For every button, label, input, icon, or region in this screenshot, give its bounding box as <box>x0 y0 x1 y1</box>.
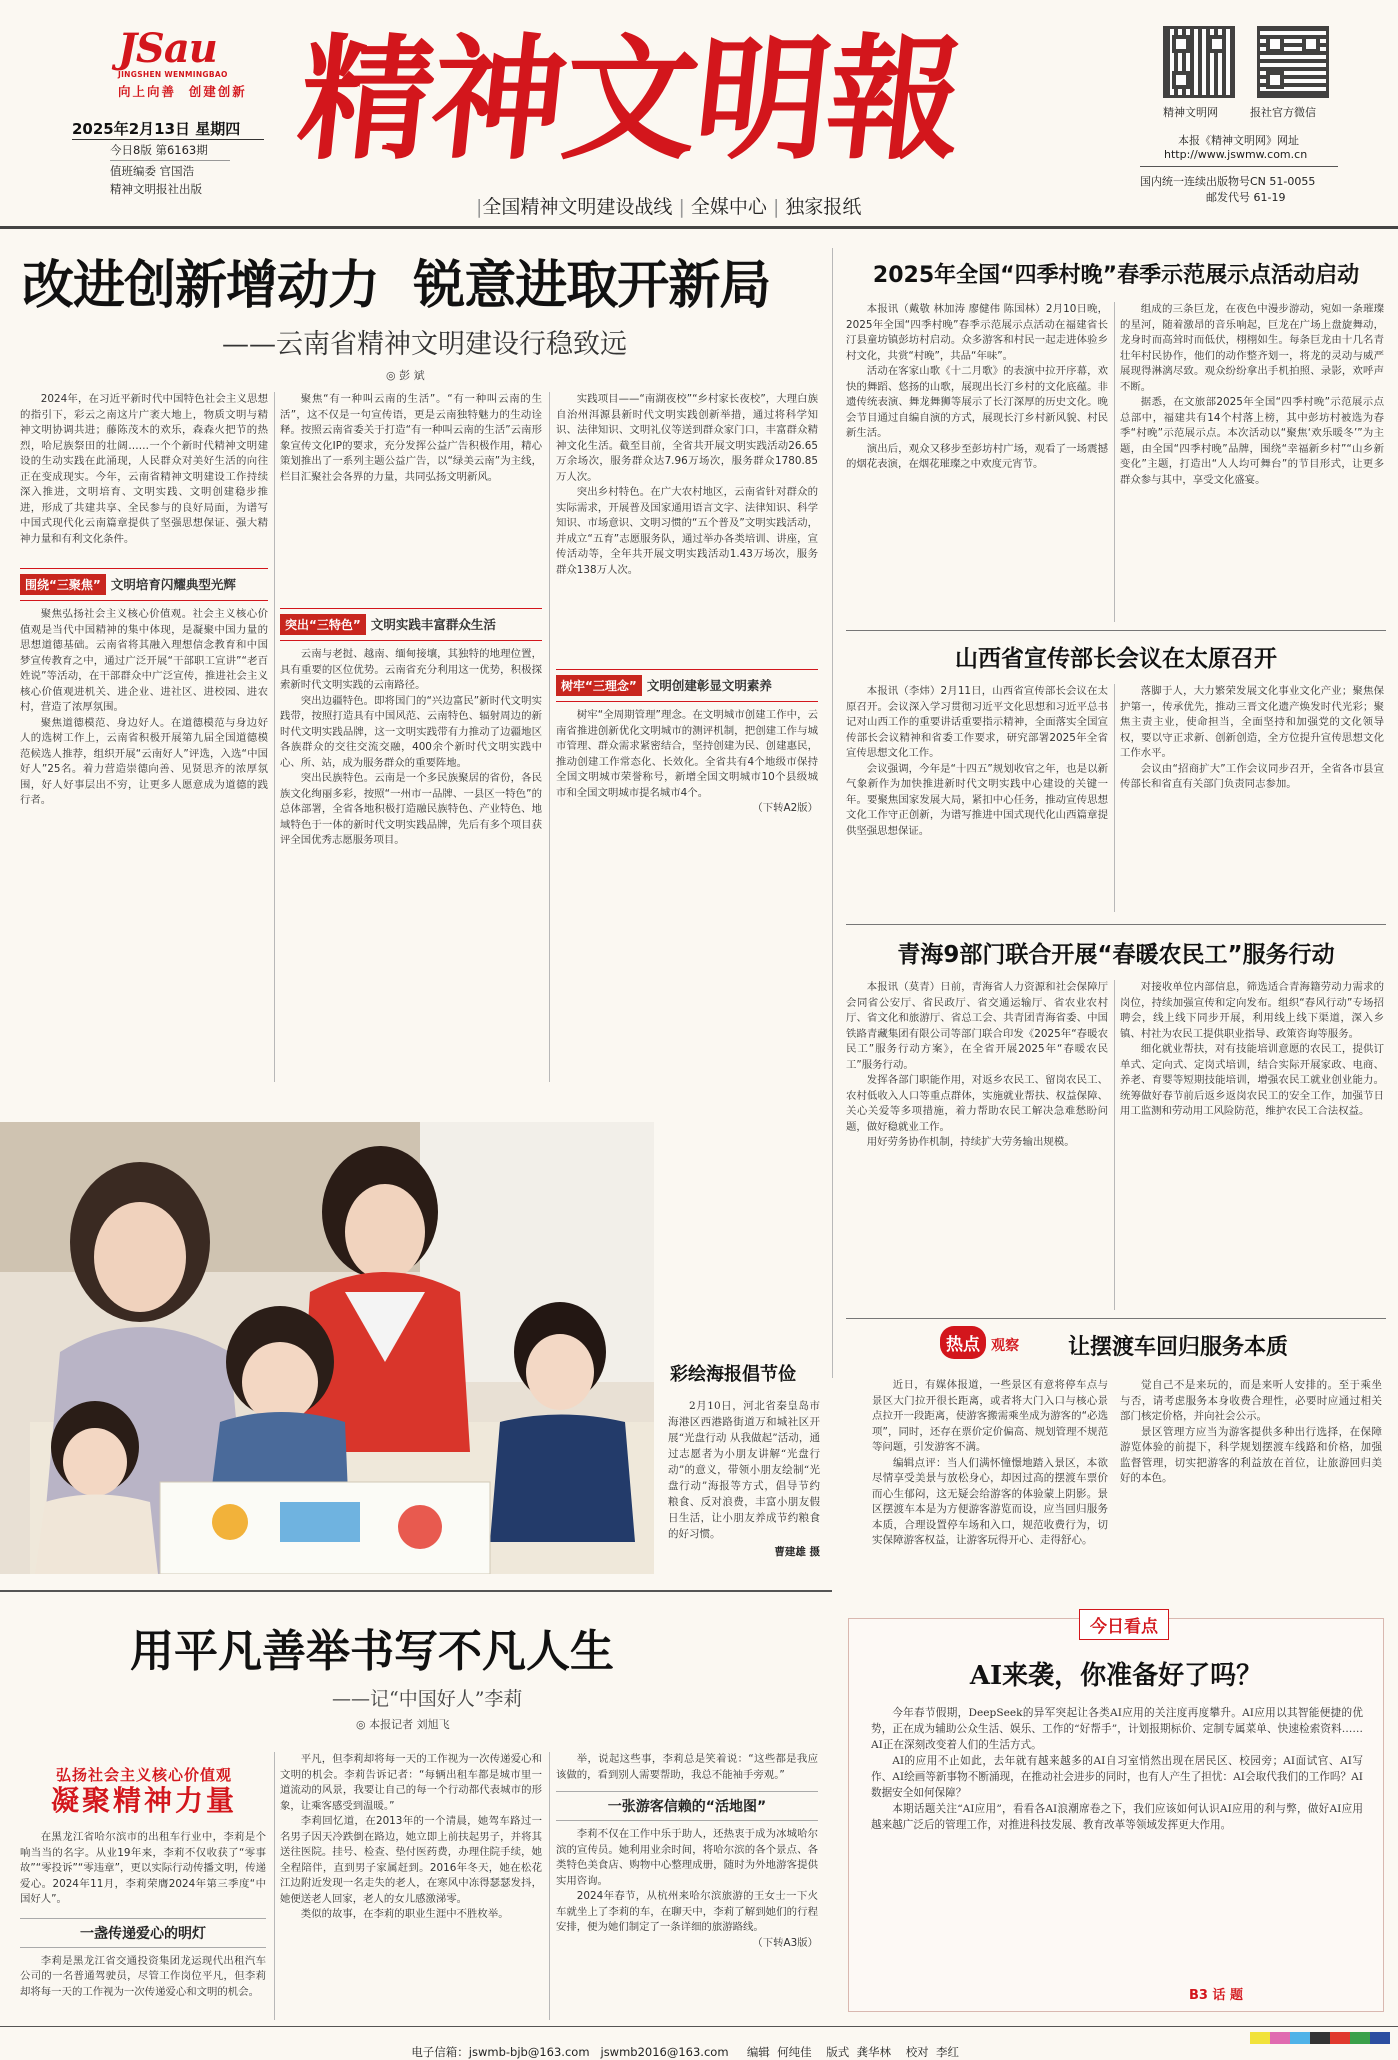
r3-headline: 青海9部门联合开展“春暖农民工”服务行动 <box>897 942 1335 968</box>
haoren-col-3 <box>556 1752 818 2020</box>
lead-headline: 改进创新增动力 锐意进取开新局 <box>22 256 771 316</box>
photo-caption: 2月10日，河北省秦皇岛市海港区西港路街道万和城社区开展“光盘行动 从我做起”活动，通过志愿者为小朋友讲解“光盘行动”的意义，带领小朋友绘制“光盘行动”海报等方式，倡导节约粮食、反对浪费，丰富小朋友假日生活，让小朋友养成节约粮食的好习惯。 曹建雄 摄 <box>668 1400 820 1558</box>
r2-col-2: 落脚于人，大力繁荣发展文化事业文化产业；聚焦保护第一，传承优先，推动三晋文化遗产焕发时代光彩；聚焦主责主业，使命担当，全面坚持和加强党的文化领导权，要以守正求新、创新创造，全方位提升宣传思想文化工作水平。 会议由“招商扩大”工作会议同步召开，全省各市县宣传部长和省直有关部门负责同志参加。 <box>1120 685 1384 790</box>
children-drawing-photo <box>0 1122 654 1574</box>
paragraph: 举，说起这些事，李莉总是笑着说：“这些都是我应该做的，看到别人需要帮助，我总不能袖手旁观。” <box>556 1753 818 1781</box>
paragraph: 李莉不仅在工作中乐于助人，还热衷于成为冰城哈尔滨的宣传员。她利用业余时间，将哈尔滨的各个景点、各类特色美食店、购物中心整理成册，随时为外地游客提供实用咨询。 <box>556 1828 818 1887</box>
paragraph: 李莉是黑龙江省交通投资集团龙运现代出租汽车公司的一名普通驾驶员，尽管工作岗位平凡，但李莉却将每一天的工作视为一次传递爱心和文明的机会。 <box>20 1954 266 1998</box>
qr-code-website[interactable] <box>1163 26 1235 98</box>
lead-byline: ◎ 彭 斌 <box>386 369 425 382</box>
issue-date: 2025年2月13日 星期四 <box>72 120 241 138</box>
footer-layout: 版式 龚华林 <box>826 2045 892 2059</box>
r4-headline: 让摆渡车回归服务本质 <box>1068 1335 1289 1360</box>
sub-heading: 一盏传递爱心的明灯 <box>20 1918 266 1948</box>
photo-credit: 曹建雄 摄 <box>774 1546 820 1558</box>
paragraph: 突出乡村特色。在广大农村地区，云南省针对群众的实际需求，开展普及国家通用语言文字、法律知识、科学知识、市场意识、文明习惯的“五个普及”文明实践活动，并成立“五育”志愿服务队，通过举办各类培训、讲座，宣传活动等，全年共开展文明实践活动1.43万场次，服务群众138万人次。 <box>556 486 818 576</box>
paragraph: 突出边疆特色。即将国门的“兴边富民”新时代文明实践带，按照打造具有中国风范、云南特色、辐射周边的新时代文明实践品牌，这一文明实践带有力推动了边疆地区各族群众的交往交流交融，400余个新时代文明实践中心、所、站，成为服务群众的重要阵地。 <box>280 694 542 769</box>
paragraph: 树牢“全周期管理”理念。在文明城市创建工作中，云南省推进创新优化文明城市的测评机制，把创建工作与城市管理、群众需求紧密结合，坚持创建为民、创建惠民，推动创建工作常态化、长效化。全省共有4个地级市保持全国文明城市荣誉称号，新增全国文明城市10个县级城市和全国文明城市提名城市4个。 <box>556 709 818 799</box>
r5-body: 今年春节假期，DeepSeek的异军突起让各类AI应用的关注度再度攀升。AI应用以其智能便捷的优势，正在成为辅助公众生活、娱乐、工作的“好帮手”，计划报期标价、定制专属菜单、快速检索资料……AI正在深刻改变着人们的生活方式。 AI的应用不止如此，去年就有越来越多的AI自习室悄然出现在居民区、校园旁；AI面试官、AI写作、AI绘画等新事物不断涌现，在推动社会进步的同时，也有人产生了担忧：AI会取代我们的工作吗？AI数据安全如何保障？ 本期话题关注“AI应用”，看看各AI浪潮席卷之下，我们应该如何认识AI应用的利与弊，做好AI应用越来越广泛后的管理工作，对推进科技发展、教育改革等领域发挥更大作用。 <box>871 1707 1363 1831</box>
nav-item[interactable]: 独家报纸 <box>785 196 862 218</box>
nav-item[interactable]: 全媒中心 <box>690 196 767 218</box>
paragraph: 李莉回忆道，在2013年的一个清晨，她驾车路过一名男子因天冷跌倒在路边，她立即上前扶起男子，并将其送往医院。挂号、检查、垫付医药费，办理住院手续，她全程陪伴，直到男子家属赶到。2016年冬天，她在松花江边附近发现一名走失的老人，在寒风中冻得瑟瑟发抖，她便送老人回家，老人的女儿感激涕零。 <box>280 1815 542 1905</box>
haoren-col-2 <box>280 1752 542 2020</box>
haoren-subtitle: ——记“中国好人”李莉 <box>332 1688 523 1710</box>
continued-note: （下转A2版） <box>752 802 818 814</box>
photo-title: 彩绘海报倡节俭 <box>670 1364 796 1385</box>
publisher: 精神文明报社出版 <box>110 182 202 196</box>
paragraph: 聚焦道德模范、身边好人。在道德模范与身边好人的选树工作上，云南省积极开展第九届全国道德模范候选人推荐，组织开展“云南好人”评选，入选“中国好人”25名。着力营造崇德向善、见贤思齐的浓厚氛围，好人好事层出不穷，让更多人愿意成为道德的践行者。 <box>20 716 268 806</box>
paragraph: 突出民族特色。云南是一个多民族聚居的省份，各民族文化绚丽多彩，按照“一州市一品牌、一县区一特色”的总体部署，全省各地积极打造融民族特色、产业特色、地域特色于一体的新时代文明实践品牌，先后有多个项目获评全国优秀志愿服务项目。 <box>280 772 542 846</box>
paragraph: 聚焦“有一种叫云南的生活”。“有一种叫云南的生活”，这不仅是一句宣传语，更是云南独特魅力的生动诠释。按照云南省委关于打造“有一种叫云南的生活”云南形象宣传文化IP的要求，充分发挥公益广告积极作用，精心策划推出了一系列主题公益广告，以“绿美云南”为主线，栏目汇聚社会各界的力量，共同弘扬文明新风。 <box>280 393 542 483</box>
cn-number: 国内统一连续出版物号CN 51-0055 <box>1140 175 1316 188</box>
paragraph: 2024年，在习近平新时代中国特色社会主义思想的指引下，彩云之南这片广袤大地上，物质文明与精神文明协调共进；藤陈茂木的欢乐，森森火把节的热烈，哈尼族祭田的壮阔……一个个新时代精神文明建设的生动实践在此涌现，人民群众对美好生活的向往正在变成现实。今年，云南省精神文明建设工作持续深入推进，文明培育、文明实践、文明创建稳步推进，形成了共建共享、全民参与的良好局面，为谱写中国式现代化云南篇章提供了坚强思想保证、强大精神力量和有利文化条件。 <box>20 393 268 545</box>
news-photo <box>0 1122 654 1574</box>
footer-email-1[interactable]: 电子信箱：jswmb-bjb@163.com <box>411 2045 590 2059</box>
duty-editor: 值班编委 官国浩 <box>110 164 195 178</box>
lead-col-1 <box>20 392 268 1082</box>
masthead <box>0 0 1398 232</box>
paragraph: 平凡，但李莉却将每一天的工作视为一次传递爱心和文明的机会。李莉告诉记者：“每辆出租车都是城市里一道流动的风景，我要让自己的每一个行动都代表城市的形象，让乘客感受到温暖。” <box>280 1753 542 1812</box>
section-heading: 突出“三特色” 文明实践丰富群众生活 <box>280 608 542 641</box>
r3-col-1: 本报讯（莫青）日前，青海省人力资源和社会保障厅会同省公安厅、省民政厅、省交通运输厅、省农业农村厅、省文化和旅游厅、省总工会、共青团青海省委、中国铁路青藏集团有限公司等部门联合印发《2025年“春暖农民工”服务行动方案》，在全省开展2025年“春暖农民工”服务行动。 发挥各部门职能作用，对返乡农民工、留岗农民工、农村低收入人口等重点群体，实施就业帮扶、权益保障、关心关爱等多项措施，着力帮助农民工解决急难愁盼问题，做好稳就业工作。 用好劳务协作机制，持续扩大劳务输出规模。 <box>846 981 1108 1148</box>
haoren-col-1 <box>20 1830 266 2020</box>
r4-col-1: 近日，有媒体报道，一些景区有意将停车点与景区大门拉开很长距离，或者将大门入口与核心景点拉开一段距离，使游客搬需乘坐成为游客的“必选项”，同时，还存在票价定价偏高、规划管理不规范等问题，引发游客不满。 编辑点评：当人们满怀憧憬地踏入景区，本欲尽情享受美景与放松身心，却因过高的摆渡车票价而心生郁闷，这无疑会给游客的体验蒙上阴影。景区摆渡车本是为方便游客游览而设，应当回归服务本质，合理设置停车场和入口，规范收费行为，切实保障游客权益，让游客玩得开心、走得舒心。 <box>872 1379 1108 1546</box>
paragraph: 类似的故事，在李莉的职业生涯中不胜枚举。 <box>300 1908 509 1920</box>
newspaper-title: 精神文明報 <box>291 20 969 178</box>
haoren-headline: 用平凡善举书写不凡人生 <box>130 1626 614 1677</box>
footer-email-2[interactable]: jswmb2016@163.com <box>600 2045 729 2059</box>
qr-label-wechat: 报社官方微信 <box>1250 106 1316 119</box>
today-highlight-box <box>848 1618 1384 2012</box>
page-footer <box>404 2030 959 2060</box>
r1-col-2: 组成的三条巨龙，在夜色中漫步游动，宛如一条璀璨的星河，随着激昂的音乐响起，巨龙在广场上盘旋舞动，龙身时而高耸时而低伏，栩栩如生。每条巨龙由十几名青壮年村民协作，他们的动作整齐划一，将龙的灵动与威严展现得淋漓尽致。观众纷纷拿出手机拍照、录影，欢呼声不断。 据悉，在文旅部2025年全国“四季村晚”示范展示点总部中，福建共有14个村落上榜，其中彭坊村被选为春季“村晚”示范展示点。本次活动以“聚焦‘欢乐暖冬’”为主题，由全国“四季村晚”品牌，围绕“幸福新乡村”“山乡新变化”主题，打造出“人人均可舞台”的节目形式，让更多群众参与其中，享受文化盛宴。 <box>1120 303 1384 486</box>
r4-col-2: 觉自己不是来玩的，而是来听人安排的。至于乘坐与否，请考虑服务本身收费合理性，必要时应通过相关部门核定价格，并向社会公示。 景区管理方应当为游客提供多种出行选择，在保障游览体验的前提下，科学规划摆渡车线路和价格，加强监督管理，切实把游客的利益放在首位，让旅游回归美好的本色。 <box>1120 1379 1382 1484</box>
lead-col-3 <box>556 392 818 1082</box>
haoren-byline: ◎ 本报记者 刘旭飞 <box>356 1718 450 1731</box>
r3-col-2: 对接收单位内部信息，筛选适合青海籍劳动力需求的岗位，持续加强宣传和定向发布。组织“春风行动”专场招聘会，线上线下同步开展，利用线上线下渠道，深入乡镇、村社为农民工提供职业指导、政策咨询等服务。 细化就业帮扶，对有技能培训意愿的农民工，提供订单式、定向式、定岗式培训，结合实际开展家政、电商、养老、育婴等短期技能培训，增强农民工就业创业能力。统筹做好春节前后返乡返岗农民工的安全工作，加强节日用工监测和劳动用工风险防范，维护农民工合法权益。 <box>1120 981 1384 1117</box>
qr-code-wechat[interactable] <box>1257 26 1329 98</box>
postal-code: 邮发代号 61-19 <box>1206 191 1286 204</box>
paragraph: 云南与老挝、越南、缅甸接壤，其独特的地理位置，具有重要的区位优势。云南省充分利用这一优势，积极探索新时代文明实践的云南路径。 <box>280 648 542 691</box>
lead-col-2 <box>280 392 542 1082</box>
footer-proof: 校对 李红 <box>905 2045 959 2059</box>
website-label: 本报《精神文明网》网址 <box>1178 134 1299 147</box>
color-bar <box>1250 2032 1390 2044</box>
section-heading: 树牢“三理念” 文明创建彰显文明素养 <box>556 669 818 702</box>
paragraph: 2024年春节，从杭州来哈尔滨旅游的王女士一下火车就坐上了李莉的车，在聊天中，李莉了解到她们的行程安排，便为她们制定了一条详细的旅游路线。 <box>556 1890 818 1933</box>
sub-heading: 一张游客信赖的“活地图” <box>556 1791 818 1821</box>
hot-observation-logo: 热点 观察 <box>940 1326 1050 1366</box>
masthead-nav: |全国精神文明建设战线 | 全媒中心 | 独家报纸 <box>476 196 862 218</box>
issue-number: 今日8版 第6163期 <box>110 143 208 157</box>
paragraph: 实践项目——“南湖夜校”“乡村家长夜校”，大理白族自治州洱源县新时代文明实践创新举措，通过将科学知识、法律知识、文明礼仪等送到群众家门口，丰富群众精神文化生活。截至目前，全省共开展文明实践活动26.65万余场次，服务群众达7.96万场次，服务群众1780.85万人次。 <box>556 393 818 483</box>
today-tag: 今日看点 <box>1079 1609 1169 1640</box>
lead-subtitle: ——云南省精神文明建设行稳致远 <box>222 329 627 360</box>
paragraph: 在黑龙江省哈尔滨市的出租车行业中，李莉是个响当当的名字。从业19年来，李莉不仅收获了“零事故”“零投诉”“零违章”，更以实际行动传播文明，传递爱心。2024年11月，李莉荣膺2024年第三季度“中国好人”。 <box>20 1831 266 1905</box>
r1-col-1: 本报讯（戴敬 林加涛 廖健伟 陈国林）2月10日晚，2025年全国“四季村晚”春季示范展示点活动在福建省长汀县童坊镇彭坊村启动。众多游客和村民一起走进体验乡村文化，共赏“村晚”，共品“年味”。 活动在客家山歌《十二月歌》的表演中拉开序幕，欢快的舞蹈、悠扬的山歌，展现出长汀乡村的文化底蕴。非遗传统表演、舞龙舞狮等展示了长汀深厚的历史文化。晚会节目通过自编自演的方式，展现长汀乡村新风貌、村民新生活。 演出后，观众又移步至彭坊村广场，观看了一场震撼的烟花表演，在烟花璀璨之中欢度元宵节。 <box>846 303 1108 470</box>
r2-col-1: 本报讯（李炜）2月11日，山西省宣传部长会议在太原召开。会议深入学习贯彻习近平文化思想和习近平总书记对山西工作的重要讲话重要指示精神，全面落实全国宣传部长会议精神和省委工作要求，研究部署2025年全省宣传思想文化工作。 会议强调，今年是“十四五”规划收官之年，也是以新气象新作为加快推进新时代文明实践中心建设的关键一年。要聚焦国家发展大局，紧扣中心任务，推动宣传思想文化工作守正创新，为谱写推进中国式现代化山西篇章提供坚强思想保证。 <box>846 685 1108 837</box>
qr-label-website: 精神文明网 <box>1163 106 1218 119</box>
logo-pinyin: JINGSHEN WENMINGBAO <box>118 70 228 79</box>
website-url[interactable]: http://www.jswmw.com.cn <box>1164 148 1308 161</box>
page-ref[interactable]: B3 话 题 <box>1188 1988 1243 2003</box>
footer-editor: 编辑 何纯佳 <box>746 2045 812 2059</box>
logo-slogan: 向上向善 创建创新 <box>118 84 247 99</box>
section-heading: 围绕“三聚焦” 文明培育闪耀典型光辉 <box>20 568 268 601</box>
r1-headline: 2025年全国“四季村晚”春季示范展示点活动启动 <box>872 263 1360 288</box>
masthead-rule <box>0 226 1398 229</box>
r2-headline: 山西省宣传部长会议在太原召开 <box>955 646 1277 672</box>
continued-note: （下转A3版） <box>752 1936 818 1949</box>
nav-item[interactable]: 全国精神文明建设战线 <box>482 196 673 218</box>
paragraph: 聚焦弘扬社会主义核心价值观。社会主义核心价值观是当代中国精神的集中体现，是凝聚中国力量的思想道德基础。云南省将其融入理想信念教育和中国梦宣传教育之中，通过广泛开展“干部职工宣讲”“老百姓说”等活动，在干部群众中广泛宣传，推进社会主义核心价值观进机关、进企业、进社区、进校园、进农村，营造了浓厚氛围。 <box>20 608 268 713</box>
newspaper-logo <box>118 25 258 104</box>
core-values-badge: 弘扬社会主义核心价值观 凝聚精神力量 <box>50 1766 237 1817</box>
r5-headline: AI来袭，你准备好了吗？ <box>969 1661 1263 1691</box>
logo-mark: JSau <box>118 25 217 72</box>
